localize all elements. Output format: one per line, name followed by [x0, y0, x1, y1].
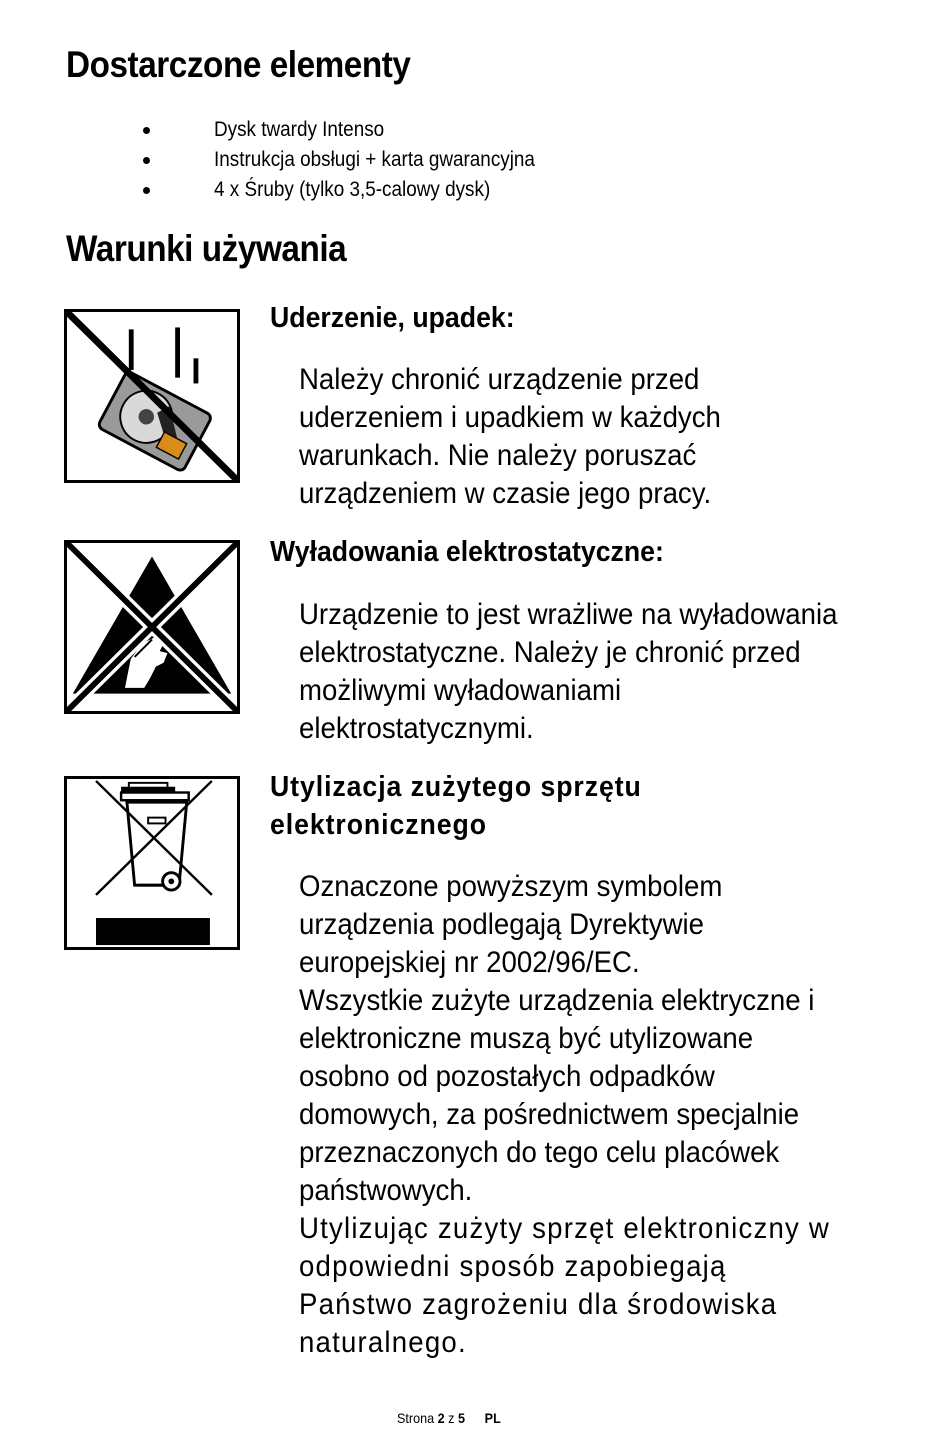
text-line: osobno od pozostałych odpadków — [299, 1060, 715, 1093]
title-line: elektronicznego — [270, 809, 487, 841]
bullet-icon — [143, 187, 150, 194]
text-line: Państwo zagrożeniu dla środowiska — [299, 1288, 778, 1321]
list-item-text: Instrukcja obsługi + karta gwarancyjna — [214, 148, 535, 171]
no-drop-hard-drive-icon — [64, 309, 240, 483]
esd-warning-icon — [64, 540, 240, 714]
text-line: urządzenia podlegają Dyrektywie — [299, 908, 705, 941]
text-line: urządzeniem w czasie jego pracy. — [299, 477, 712, 510]
list-item-text: 4 x Śruby (tylko 3,5-calowy dysk) — [214, 178, 491, 201]
section-text-weee — [299, 868, 830, 1362]
list-item-text: Dysk twardy Intenso — [214, 118, 385, 141]
text-line: Wszystkie zużyte urządzenia elektryczne i — [299, 984, 815, 1017]
text-line: elektrostatyczne. Należy je chronić przed — [299, 636, 801, 669]
title-line: Utylizacja zużytego sprzętu — [270, 771, 642, 803]
text-line: państwowych. — [299, 1174, 473, 1207]
text-line: europejskiej nr 2002/96/EC. — [299, 946, 640, 979]
text-line: Utylizując zużyty sprzęt elektroniczny w — [299, 1212, 830, 1245]
text-line: naturalnego. — [299, 1326, 467, 1359]
section-text-esd — [299, 596, 838, 748]
text-line: możliwymi wyładowaniami — [299, 674, 622, 707]
bullet-icon — [143, 157, 150, 164]
footer-prefix: Strona — [397, 1410, 435, 1426]
heading-usage-conditions: Warunki używania — [66, 228, 347, 269]
text-line: domowych, za pośrednictwem specjalnie — [299, 1098, 800, 1131]
text-line: warunkach. Nie należy poruszać — [299, 439, 697, 472]
footer-page-number: 2 — [437, 1410, 445, 1426]
footer-total-pages: 5 — [457, 1410, 465, 1426]
text-line: Należy chronić urządzenie przed — [299, 363, 700, 396]
section-title-weee — [270, 768, 656, 844]
page-footer — [397, 1409, 501, 1427]
bullet-icon — [143, 127, 150, 134]
text-line: przeznaczonych do tego celu placówek — [299, 1136, 780, 1169]
text-line: elektroniczne muszą być utylizowane — [299, 1022, 754, 1055]
heading-delivered-items: Dostarczone elementy — [66, 44, 411, 85]
text-line: Oznaczone powyższym symbolem — [299, 870, 723, 903]
weee-crossed-bin-icon — [64, 776, 240, 950]
footer-separator: z — [448, 1410, 455, 1426]
section-text-shock — [299, 361, 814, 513]
text-line: odpowiedni sposób zapobiegają — [299, 1250, 727, 1283]
text-line: uderzeniem i upadkiem w każdych — [299, 401, 721, 434]
section-title-shock: Uderzenie, upadek: — [270, 302, 515, 334]
text-line: Urządzenie to jest wrażliwe na wyładowania — [299, 598, 838, 631]
text-line: elektrostatycznymi. — [299, 712, 534, 745]
footer-language: PL — [484, 1410, 501, 1426]
section-title-esd: Wyładowania elektrostatyczne: — [270, 536, 664, 568]
